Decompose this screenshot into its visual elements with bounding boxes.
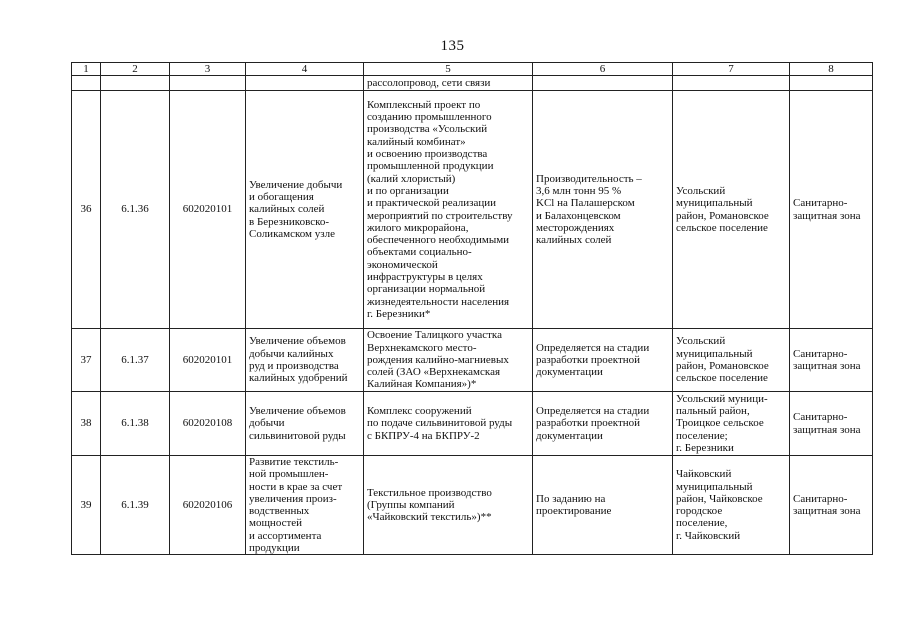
table-row bbox=[72, 329, 873, 392]
row-characteristics: Определяется на стадии разработки проектной документации bbox=[536, 341, 650, 379]
column-number: 7 bbox=[673, 63, 790, 76]
row-purpose: Увеличение объемов добычи калийных руд и производства калийных удобрений bbox=[249, 335, 348, 385]
row-characteristics: По заданию на проектирование bbox=[536, 492, 612, 518]
row-id: 602020101 bbox=[170, 91, 246, 329]
row-location: Усольский муниципальный район, Романовское сельское поселение bbox=[676, 184, 769, 234]
row-characteristics: Определяется на стадии разработки проектной документации bbox=[536, 405, 650, 442]
row-id: 602020101 bbox=[170, 329, 246, 392]
column-number: 2 bbox=[101, 63, 170, 76]
row-location: Чайковский муниципальный район, Чайковское городское поселение, г. Чайковский bbox=[676, 468, 763, 542]
column-number: 8 bbox=[790, 63, 873, 76]
row-zone: Санитарно- защитная зона bbox=[793, 347, 861, 372]
table-row bbox=[72, 91, 873, 329]
continuation-row bbox=[72, 76, 873, 91]
row-code: 6.1.39 bbox=[101, 456, 170, 555]
row-location: Усольский муници- пальный район, Троицкое сельское поселение; г. Березники bbox=[676, 392, 768, 454]
page-number: 135 bbox=[440, 38, 465, 54]
row-object: Комплекс сооружений по подаче сильвинитовой руды с БКПРУ-4 на БКПРУ-2 bbox=[367, 405, 513, 442]
column-number: 5 bbox=[364, 63, 533, 76]
row-zone: Санитарно- защитная зона bbox=[793, 492, 861, 518]
row-code: 6.1.38 bbox=[101, 392, 170, 456]
row-code: 6.1.36 bbox=[101, 91, 170, 329]
table-row bbox=[72, 456, 873, 555]
row-id: 602020106 bbox=[170, 456, 246, 555]
row-id: 602020108 bbox=[170, 392, 246, 456]
row-location: Усольский муниципальный район, Романовское сельское поселение bbox=[676, 335, 769, 385]
row-purpose: Увеличение добычи и обогащения калийных солей в Березниковско- Соликамском узле bbox=[249, 178, 343, 240]
planning-table bbox=[71, 62, 873, 555]
row-characteristics: Производительность – 3,6 млн тонн 95 % KCl на Палашерском и Балахонцевском месторождениях калийных солей bbox=[536, 172, 642, 247]
continuation-text: рассолопровод, сети связи bbox=[364, 76, 533, 91]
row-object: Комплексный проект по созданию промышленного производства «Усольский калийный комбинат» и освоению производства промышленной продукции (калий хлористый) и по организации и практической реализации мероприятий по строительству жилого микрорайона, обеспеченного необходимыми объектами социально- экономической инфраструктуры в целях организации нормальной жизнедеятельности населения г. Березники* bbox=[367, 98, 513, 320]
row-zone: Санитарно- защитная зона bbox=[793, 197, 861, 222]
row-purpose: Развитие текстиль- ной промышлен- ности в крае за счет увеличения произ- водственных мощностей и ассортимента продукции bbox=[249, 456, 343, 555]
column-number-row bbox=[72, 63, 873, 76]
row-number: 37 bbox=[72, 329, 101, 392]
column-number: 3 bbox=[170, 63, 246, 76]
column-number: 1 bbox=[72, 63, 101, 76]
column-number: 4 bbox=[246, 63, 364, 76]
column-number: 6 bbox=[533, 63, 673, 76]
row-number: 36 bbox=[72, 91, 101, 329]
row-number: 38 bbox=[72, 392, 101, 456]
row-object: Освоение Талицкого участка Верхнекамского место- рождения калийно-магниевых солей (ЗАО «Верхнекамская Калийная Компания»)* bbox=[367, 329, 509, 391]
row-object: Текстильное производство (Группы компаний «Чайковский текстиль»)** bbox=[367, 486, 492, 524]
row-number: 39 bbox=[72, 456, 101, 555]
row-code: 6.1.37 bbox=[101, 329, 170, 392]
row-purpose: Увеличение объемов добычи сильвинитовой руды bbox=[249, 405, 346, 442]
table-row bbox=[72, 392, 873, 456]
row-zone: Санитарно- защитная зона bbox=[793, 411, 861, 436]
